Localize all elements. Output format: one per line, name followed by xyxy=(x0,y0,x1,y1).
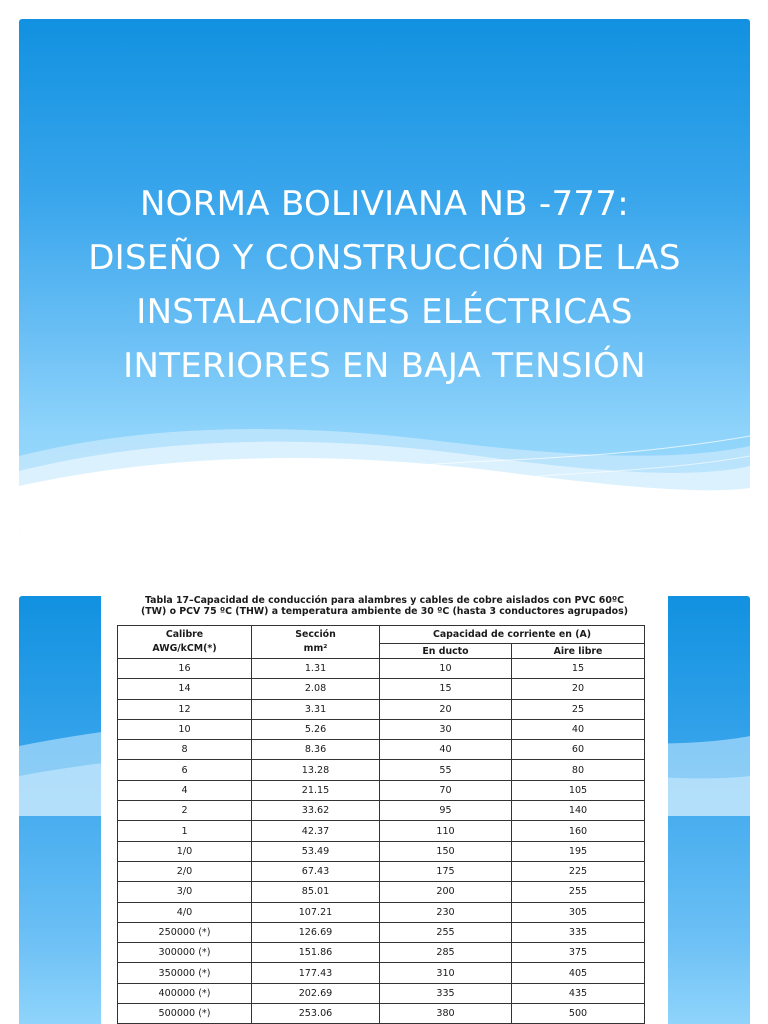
table-cell: 285 xyxy=(380,943,512,963)
table-cell: 2.08 xyxy=(252,679,380,699)
table-row xyxy=(118,963,645,983)
caption-line: Tabla 17–Capacidad de conducción para alambres y cables de cobre aislados con PVC 60ºC xyxy=(144,595,625,606)
table-cell: 375 xyxy=(512,943,645,963)
table-cell: 30 xyxy=(380,719,512,739)
table-cell: 200 xyxy=(380,882,512,902)
table-cell: 253.06 xyxy=(252,1004,380,1024)
header-aire-libre: Aire libre xyxy=(512,644,645,659)
table-cell: 305 xyxy=(512,902,645,922)
table-row xyxy=(118,699,645,719)
table-cell: 126.69 xyxy=(252,922,380,942)
table-cell: 310 xyxy=(380,963,512,983)
table-cell: 1 xyxy=(118,821,252,841)
table-row xyxy=(118,861,645,881)
table-cell: 80 xyxy=(512,760,645,780)
table-row xyxy=(118,983,645,1003)
table-row xyxy=(118,679,645,699)
table-row xyxy=(118,760,645,780)
table-cell: 55 xyxy=(380,760,512,780)
table-cell: 225 xyxy=(512,861,645,881)
table-cell: 160 xyxy=(512,821,645,841)
table-row xyxy=(118,719,645,739)
table-cell: 15 xyxy=(380,679,512,699)
table-cell: 350000 (*) xyxy=(118,963,252,983)
table-cell: 110 xyxy=(380,821,512,841)
table-cell: 85.01 xyxy=(252,882,380,902)
table-row xyxy=(118,922,645,942)
table-cell: 20 xyxy=(512,679,645,699)
table-cell: 255 xyxy=(380,922,512,942)
table-cell: 40 xyxy=(380,740,512,760)
table-cell: 15 xyxy=(512,659,645,679)
slide-title xyxy=(19,177,750,393)
table-caption xyxy=(101,595,668,617)
table-cell: 40 xyxy=(512,719,645,739)
table-cell: 3.31 xyxy=(252,699,380,719)
table-row xyxy=(118,943,645,963)
table-row xyxy=(118,740,645,760)
table-cell: 53.49 xyxy=(252,841,380,861)
table-cell: 4 xyxy=(118,780,252,800)
table-row xyxy=(118,902,645,922)
ampacity-table-figure xyxy=(101,589,668,1024)
table-cell: 150 xyxy=(380,841,512,861)
table-cell: 10 xyxy=(380,659,512,679)
table-cell: 380 xyxy=(380,1004,512,1024)
table-cell: 1/0 xyxy=(118,841,252,861)
title-line: INTERIORES EN BAJA TENSIÓN xyxy=(123,346,646,386)
table-cell: 202.69 xyxy=(252,983,380,1003)
table-cell: 335 xyxy=(380,983,512,1003)
table-cell: 105 xyxy=(512,780,645,800)
table-cell: 12 xyxy=(118,699,252,719)
table-cell: 67.43 xyxy=(252,861,380,881)
table-cell: 177.43 xyxy=(252,963,380,983)
table-cell: 42.37 xyxy=(252,821,380,841)
table-cell: 500000 (*) xyxy=(118,1004,252,1024)
table-cell: 5.26 xyxy=(252,719,380,739)
table-cell: 60 xyxy=(512,740,645,760)
table-cell: 13.28 xyxy=(252,760,380,780)
table-row xyxy=(118,801,645,821)
table-row xyxy=(118,841,645,861)
table-cell: 175 xyxy=(380,861,512,881)
table-cell: 2/0 xyxy=(118,861,252,881)
table-cell: 8 xyxy=(118,740,252,760)
title-slide xyxy=(19,19,750,536)
table-body xyxy=(118,659,645,1024)
table-cell: 21.15 xyxy=(252,780,380,800)
table-cell: 230 xyxy=(380,902,512,922)
header-capacidad: Capacidad de corriente en (A) xyxy=(380,626,645,644)
table-cell: 335 xyxy=(512,922,645,942)
table-cell: 70 xyxy=(380,780,512,800)
table-row xyxy=(118,780,645,800)
table-cell: 1.31 xyxy=(252,659,380,679)
title-line: INSTALACIONES ELÉCTRICAS xyxy=(136,292,633,332)
table-cell: 500 xyxy=(512,1004,645,1024)
table-cell: 151.86 xyxy=(252,943,380,963)
table-cell: 16 xyxy=(118,659,252,679)
title-line: NORMA BOLIVIANA NB -777: xyxy=(139,184,630,224)
wave-decoration xyxy=(19,416,750,536)
table-cell: 20 xyxy=(380,699,512,719)
table-cell: 3/0 xyxy=(118,882,252,902)
title-line: DISEÑO Y CONSTRUCCIÓN DE LAS xyxy=(88,238,681,278)
table-cell: 195 xyxy=(512,841,645,861)
table-cell: 400000 (*) xyxy=(118,983,252,1003)
table-cell: 6 xyxy=(118,760,252,780)
header-seccion: Sección mm² xyxy=(252,626,380,659)
table-cell: 4/0 xyxy=(118,902,252,922)
table-row xyxy=(118,882,645,902)
table-cell: 25 xyxy=(512,699,645,719)
table-cell: 2 xyxy=(118,801,252,821)
table-cell: 95 xyxy=(380,801,512,821)
table-cell: 435 xyxy=(512,983,645,1003)
table-cell: 14 xyxy=(118,679,252,699)
table-cell: 8.36 xyxy=(252,740,380,760)
table-row xyxy=(118,821,645,841)
table-cell: 107.21 xyxy=(252,902,380,922)
header-en-ducto: En ducto xyxy=(380,644,512,659)
table-cell: 250000 (*) xyxy=(118,922,252,942)
table-cell: 140 xyxy=(512,801,645,821)
table-row xyxy=(118,659,645,679)
table-cell: 405 xyxy=(512,963,645,983)
caption-line: (TW) o PCV 75 ºC (THW) a temperatura ambiente de 30 ºC (hasta 3 conductores agrupados) xyxy=(141,606,628,617)
table-cell: 300000 (*) xyxy=(118,943,252,963)
table-cell: 10 xyxy=(118,719,252,739)
table-cell: 255 xyxy=(512,882,645,902)
table-row xyxy=(118,1004,645,1024)
table-cell: 33.62 xyxy=(252,801,380,821)
ampacity-table xyxy=(117,625,645,1024)
header-calibre: Calibre AWG/kCM(*) xyxy=(118,626,252,659)
